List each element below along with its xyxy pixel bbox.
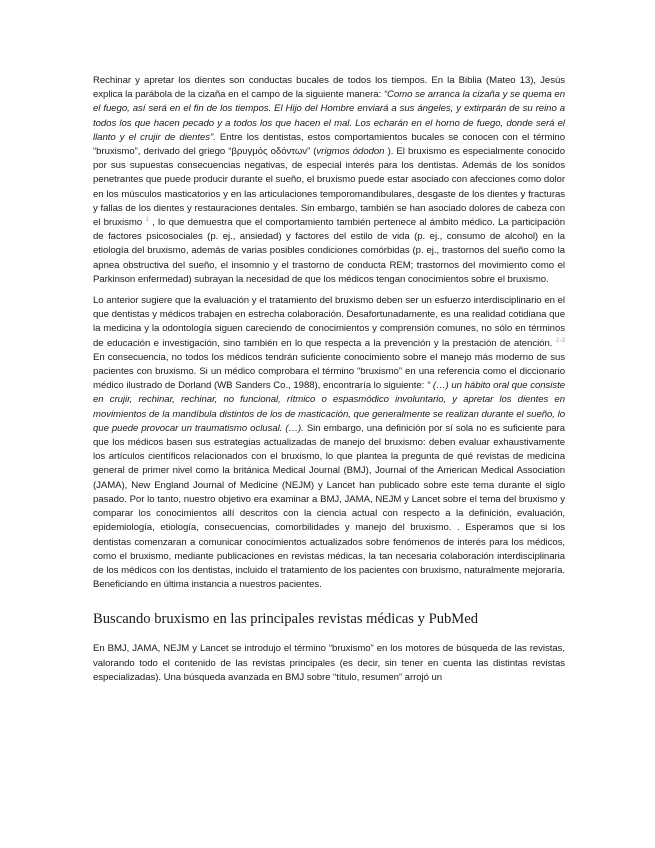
text-span: Sin embargo, una definición por sí sola no es suficiente para que los médicos basen sus estrategias actualizadas de manejo del bruxismo: deben evaluar exhaustivamente los artículos científicos relacionados con el bruxismo, lo que plantea la pregunta de qué revistas de medicina general de primer nivel como la británica Medical Journal (BMJ), Journal of the American Medical Association (JAMA), New England Journal of Medicine (NEJM) y Lancet han publicado sobre este tema durante el siglo pasado. Por lo tanto, nuestro objetivo era examinar a BMJ, JAMA, NEJM y Lancet sobre el tema del bruxismo y comparar los conocimientos allí descritos con la ciencia actual con respecto a la definición, evaluación, epidemiología, etiología, consecuencias, comorbilidades y manejo del bruxismo. . Esperamos que si los dentistas comenzaran a comunicar conocimientos actualizados sobre fenómenos de interés para los médicos, como el bruxismo, mediante publicaciones en revistas médicas, la tan necesaria colaboración interdisciplinaria de los médicos con los dentistas, incluido el tratamiento de los pacientes con bruxismo, naturalmente mejoraría. Beneficiando en última instancia a nuestros pacientes.: [93, 422, 565, 591]
section-heading: Buscando bruxismo en las principales revistas médicas y PubMed: [93, 611, 479, 628]
text-span: Rechinar y apretar los dientes son conductas bucales de todos los tiempos. En la Biblia (Mateo 13), Jesús explica la parábola de la cizaña en el campo de la siguiente manera:: [93, 75, 565, 101]
document-page: [93, 74, 565, 692]
dorland-quote: “ (…) un hábito oral que consiste en crujir, rechinar, rechinar, no funcional, rítmico o espasmódico involuntario, y apretar los dientes en movimientos de la mandíbula distintos de los de masticación, que generalmente se realizan durante el sueño, lo que puede provocar un traumatismo oclusal. (…).: [93, 380, 566, 434]
text-span: , lo que demuestra que el comportamiento también pertenece al ámbito médico. La participación de factores psicosociales (p. ej., ansiedad) y factores del estilo de vida (p. ej., consumo de alcohol) en la etiología del bruxismo, además de varias posibles condiciones comórbidas (p. ej., trastornos del sueño como la apnea obstructiva del sueño, el insomnio y el trastorno de conducta REM; trastornos del movimiento como el Parkinson enfermedad) subrayan la necesidad de que los médicos tengan conocimientos sobre el bruxismo.: [93, 217, 565, 285]
paragraph-collaboration: [93, 294, 565, 592]
text-span: Lo anterior sugiere que la evaluación y el tratamiento del bruxismo deben ser un esfuerzo interdisciplinario en el que dentistas y médicos trabajen en estrecha colaboración. Desafortunadamente, es una realidad cotidiana que la medicina y la odontología siguen careciendo de conocimientos y comprensión comunes, no sólo en términos de educación e investigación, sino también en lo que respecta a la prevención y la prestación de atención.: [93, 295, 565, 349]
greek-transliteration: vrigmos ódodon: [316, 146, 385, 158]
text-span: ). El bruxismo es especialmente conocido por sus supuestas consecuencias negativas, de especial interés para los dentistas. Además de los sonidos penetrantes que puede producir durante el sueño, el bruxismo puede estar asociado con afecciones como dolor en los músculos masticatorios y en las articulaciones temporomandibulares, desgaste de los dientes y fracturas y fallas de los dientes y restauraciones dentales. Sin embargo, también se han asociado dolores de cabeza con el bruxismo: [93, 146, 566, 229]
text-span: Entre los dentistas, estos comportamientos bucales se conocen con el término “bruxismo”, derivado del griego “βρυγμός οδόντων” (: [93, 131, 566, 158]
reference-marker[interactable]: 2-3: [555, 336, 565, 344]
text-span: En BMJ, JAMA, NEJM y Lancet se introdujo el término “bruxismo” en los motores de búsqueda de las revistas, valorando todo el contenido de las revistas principales (es decir, sin tener en cuenta las distintas revistas especializadas). Una búsqueda avanzada en BMJ sobre “título, resumen” arrojó un: [93, 643, 565, 683]
paragraph-intro: [93, 74, 565, 287]
text-span: En consecuencia, no todos los médicos tendrán suficiente conocimiento sobre el manejo más moderno de sus pacientes con bruxismo. Si un médico comprobara el término “bruxismo” en una referencia como el diccionario médico ilustrado de Dorland (WB Sanders Co., 1988), encontraría lo siguiente:: [93, 351, 565, 392]
paragraph-search: [93, 642, 565, 685]
reference-marker[interactable]: 1: [145, 215, 149, 223]
bible-quote: “Como se arranca la cizaña y se quema en el fuego, así será en el fin de los tiempos. El Hijo del Hombre enviará a sus ángeles, y extirparán de su reino a todos los que hacen pecado y a todos los que hacen el mal. Los echarán en el horno de fuego, donde será el llanto y el crujir de dientes”.: [93, 89, 565, 143]
